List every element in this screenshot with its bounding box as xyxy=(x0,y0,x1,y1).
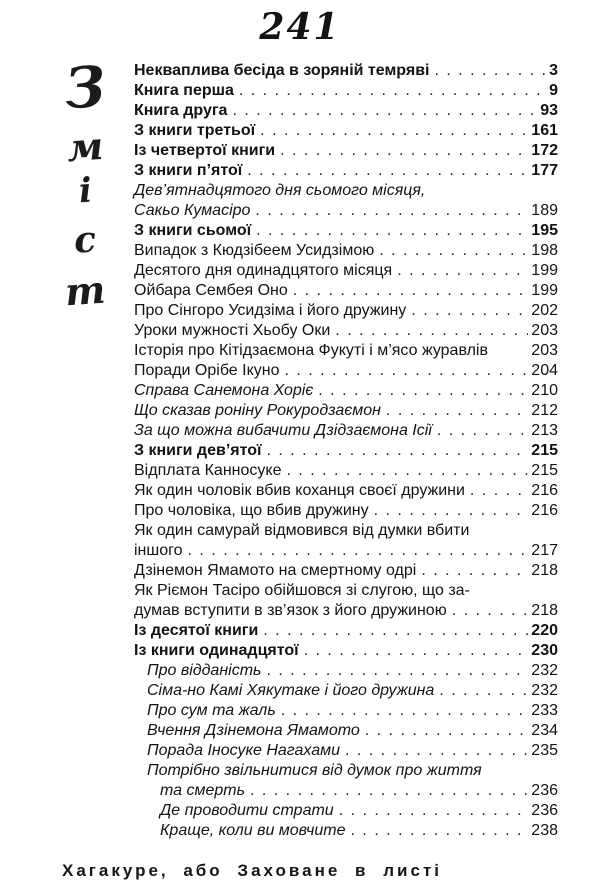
toc-entry-title: Про сум та жаль xyxy=(147,702,276,719)
toc-entry-page: 203 xyxy=(531,322,558,339)
dot-leader xyxy=(439,682,528,700)
toc-entry-title: Книга перша xyxy=(134,82,234,99)
toc-entry xyxy=(134,222,558,242)
toc-entry-page: 199 xyxy=(531,282,558,299)
dot-leader xyxy=(345,742,528,760)
toc-entry-page: 204 xyxy=(531,362,558,379)
toc-entry-title: Про Сінгоро Усидзіма і його дружину xyxy=(134,302,407,319)
dot-leader xyxy=(188,542,529,560)
toc-entry-page: 199 xyxy=(531,262,558,279)
toc-entry xyxy=(134,682,558,702)
toc-entry-page: 230 xyxy=(531,642,558,659)
toc-entry xyxy=(134,602,558,622)
toc-entry-title: Як один чоловік вбив коханця своєї дружини xyxy=(134,482,465,499)
toc-entry xyxy=(134,82,558,102)
toc-entry-title: Сакьо Кумасіро xyxy=(134,202,251,219)
dot-leader xyxy=(339,802,529,820)
toc-entry xyxy=(134,762,558,782)
toc-entry-title: Із четвертої книги xyxy=(134,142,276,159)
toc-entry xyxy=(134,202,558,222)
toc-entry-page: 203 xyxy=(531,342,558,359)
dot-leader xyxy=(318,382,528,400)
footer-title: Хагакуре, або Заховане в листі xyxy=(62,861,442,880)
toc-entry xyxy=(134,102,558,122)
vertical-title-letter: м xyxy=(65,122,105,171)
toc-entry xyxy=(134,782,558,802)
toc-entry xyxy=(134,642,558,662)
toc-entry xyxy=(134,362,558,382)
toc-entry-page: 215 xyxy=(531,442,558,459)
toc-entry xyxy=(134,482,558,502)
dot-leader xyxy=(247,162,528,180)
toc-entry-page: 9 xyxy=(549,82,558,99)
toc-entry xyxy=(134,302,558,322)
toc-entry-title: Випадок з Кюдзібеем Усидзімою xyxy=(134,242,375,259)
vertical-title-letter: і xyxy=(77,170,93,212)
dot-leader xyxy=(452,602,529,620)
dot-leader xyxy=(434,62,546,80)
toc-entry-title: Відплата Канносуке xyxy=(134,462,282,479)
toc-entry-page: 195 xyxy=(531,222,558,239)
toc-entry-title: думав вступити в зв’язок з його дружиною xyxy=(134,602,447,619)
dot-leader xyxy=(335,322,528,340)
toc-entry-title: іншого xyxy=(134,542,183,559)
dot-leader xyxy=(293,282,529,300)
toc-entry-page: 232 xyxy=(531,662,558,679)
toc-entry xyxy=(134,382,558,402)
toc-entry-page: 236 xyxy=(531,782,558,799)
toc-entry-page: 172 xyxy=(531,142,558,159)
toc-entry xyxy=(134,422,558,442)
dot-leader xyxy=(239,82,546,100)
toc-entry xyxy=(134,702,558,722)
toc-entry-title: Дзінемон Ямамото на смертному одрі xyxy=(134,562,417,579)
toc-entry xyxy=(134,142,558,162)
toc-entry xyxy=(134,462,558,482)
toc-entry xyxy=(134,622,558,642)
toc-entry xyxy=(134,282,558,302)
toc-entry-page: 232 xyxy=(531,682,558,699)
toc-entry xyxy=(134,502,558,522)
toc-entry xyxy=(134,582,558,602)
dot-leader xyxy=(351,822,529,840)
toc-entry-page: 216 xyxy=(531,482,558,499)
toc-entry-title: Порада Іносуке Нагахами xyxy=(147,742,340,759)
dot-leader xyxy=(304,642,529,660)
dot-leader xyxy=(260,122,528,140)
toc-entry xyxy=(134,242,558,262)
vertical-title xyxy=(50,53,120,315)
page-number: 241 xyxy=(259,6,341,48)
toc-entry xyxy=(134,442,558,462)
dot-leader xyxy=(397,262,528,280)
toc-entry-title: Як один самурай відмовився від думки вбити xyxy=(134,522,470,539)
toc-entry-title: Що сказав роніну Рокуродзаємон xyxy=(134,402,381,419)
toc-entry-page: 238 xyxy=(531,822,558,839)
dot-leader xyxy=(281,702,529,720)
toc-entry-title: Поради Орібе Ікуно xyxy=(134,362,280,379)
vertical-title-letter: с xyxy=(72,218,98,262)
toc-entry-title: Вчення Дзінемона Ямамото xyxy=(147,722,360,739)
toc-entry-title: Про відданість xyxy=(147,662,262,679)
toc-entry xyxy=(134,122,558,142)
toc-entry-title: Книга друга xyxy=(134,102,228,119)
toc-entry xyxy=(134,262,558,282)
dot-leader xyxy=(386,402,528,420)
toc-entry-title: Потрібно звільнитися від думок про життя xyxy=(147,762,482,779)
toc-entry xyxy=(134,662,558,682)
toc-entry-page: 236 xyxy=(531,802,558,819)
toc-entry xyxy=(134,822,558,842)
dot-leader xyxy=(250,782,528,800)
toc-entry-title: З книги сьомої xyxy=(134,222,252,239)
toc-entry-page: 93 xyxy=(540,102,558,119)
toc-entry xyxy=(134,522,558,542)
dot-leader xyxy=(437,422,528,440)
toc-entry-title: Краще, коли ви мовчите xyxy=(160,822,346,839)
toc-entry-title: Як Ріємон Тасіро обійшовся зі слугою, що за- xyxy=(134,582,470,599)
dot-leader xyxy=(232,102,537,120)
toc-entry-title: Сіма-но Камі Хякутаке і його дружина xyxy=(147,682,435,699)
toc-entry-title: Історія про Кітідзаємона Фукуті і м’ясо журавлів xyxy=(134,342,488,359)
toc-entry-page: 235 xyxy=(531,742,558,759)
toc-entry-page: 234 xyxy=(531,722,558,739)
toc-entry-title: Із книги одинадцятої xyxy=(134,642,299,659)
dot-leader xyxy=(470,482,528,500)
toc-entry xyxy=(134,542,558,562)
toc-entry-page: 215 xyxy=(531,462,558,479)
toc-entry xyxy=(134,342,558,362)
toc-entry-page: 220 xyxy=(531,622,558,639)
toc-entry-page: 233 xyxy=(531,702,558,719)
toc-entry-page: 218 xyxy=(531,562,558,579)
toc-entry-title: Із десятої книги xyxy=(134,622,259,639)
toc-entry xyxy=(134,322,558,342)
dot-leader xyxy=(280,142,528,160)
toc-entry-page: 210 xyxy=(531,382,558,399)
toc-entry-page: 189 xyxy=(531,202,558,219)
toc-list xyxy=(134,62,558,842)
toc-entry-title: Справа Санемона Хоріє xyxy=(134,382,314,399)
dot-leader xyxy=(256,222,528,240)
toc-entry xyxy=(134,802,558,822)
toc-entry-title: Ойбара Сембея Оно xyxy=(134,282,288,299)
toc-entry xyxy=(134,182,558,202)
dot-leader xyxy=(365,722,529,740)
dot-leader xyxy=(285,362,529,380)
toc-entry-title: Де проводити страти xyxy=(160,802,334,819)
dot-leader xyxy=(379,242,528,260)
toc-entry-page: 177 xyxy=(531,162,558,179)
toc-entry xyxy=(134,562,558,582)
toc-entry-page: 216 xyxy=(531,502,558,519)
toc-entry-title: За що можна вибачити Дзідзаємона Ісії xyxy=(134,422,432,439)
dot-leader xyxy=(255,202,528,220)
toc-entry-title: та смерть xyxy=(160,782,245,799)
dot-leader xyxy=(286,462,528,480)
toc-entry-title: З книги п’ятої xyxy=(134,162,243,179)
toc-entry xyxy=(134,722,558,742)
vertical-title-letter: З xyxy=(62,53,108,123)
toc-entry-page: 161 xyxy=(531,122,558,139)
toc-entry xyxy=(134,402,558,422)
toc-entry-title: Уроки мужності Хьобу Оки xyxy=(134,322,331,339)
toc-entry-page: 3 xyxy=(549,62,558,79)
toc-entry-page: 202 xyxy=(531,302,558,319)
toc-entry xyxy=(134,162,558,182)
toc-entry-page: 212 xyxy=(531,402,558,419)
toc-entry-title: З книги третьої xyxy=(134,122,256,139)
vertical-title-letter: т xyxy=(63,266,107,315)
dot-leader xyxy=(263,622,528,640)
dot-leader xyxy=(267,442,529,460)
toc-entry-title: Дев’ятнадцятого дня сьомого місяця, xyxy=(134,182,426,199)
toc-entry-page: 213 xyxy=(531,422,558,439)
toc-entry-page: 198 xyxy=(531,242,558,259)
toc-entry-page: 218 xyxy=(531,602,558,619)
toc-entry-title: Некваплива бесіда в зоряній темряві xyxy=(134,62,430,79)
toc-entry xyxy=(134,742,558,762)
dot-leader xyxy=(411,302,528,320)
toc-entry-title: Про чоловіка, що вбив дружину xyxy=(134,502,369,519)
toc-entry xyxy=(134,62,558,82)
toc-entry-title: З книги дев’ятої xyxy=(134,442,262,459)
dot-leader xyxy=(266,662,528,680)
toc-entry-page: 217 xyxy=(531,542,558,559)
dot-leader xyxy=(374,502,529,520)
dot-leader xyxy=(421,562,528,580)
toc-entry-title: Десятого дня одинадцятого місяця xyxy=(134,262,393,279)
